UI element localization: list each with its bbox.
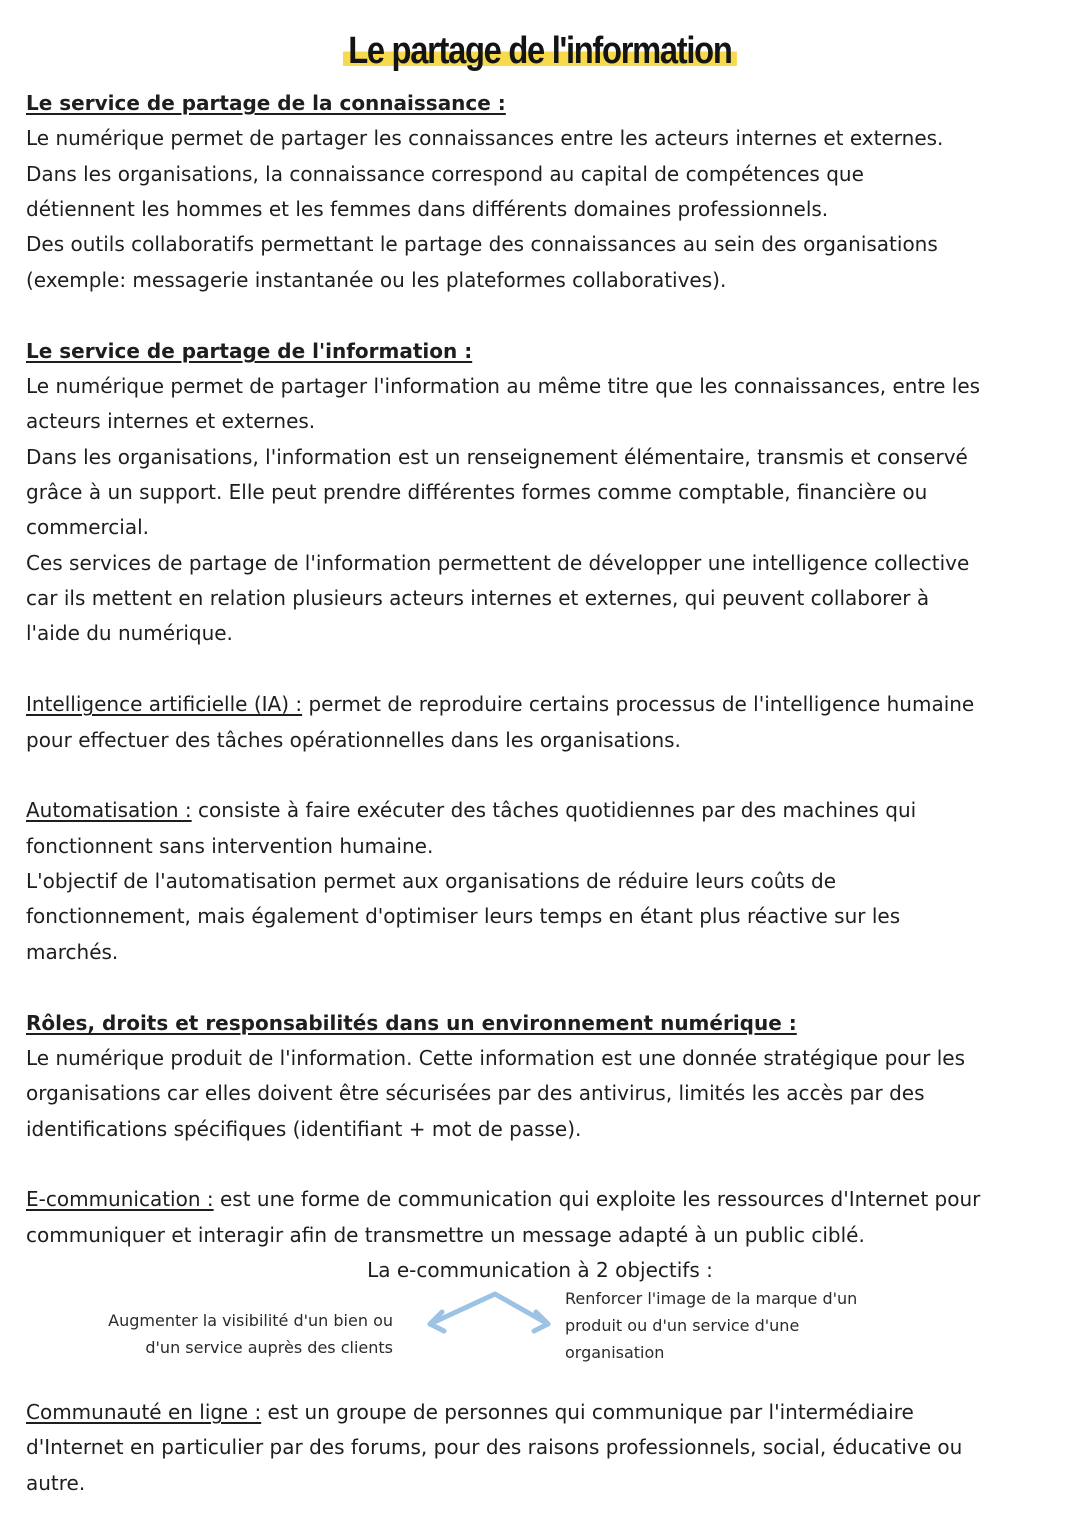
ecommunication-definition-line (26, 1185, 980, 1213)
paragraph-line: Dans les organisations, la connaissance correspond au capital de compétences que (26, 162, 864, 186)
paragraph-line: organisations car elles doivent être sécurisées par des antivirus, limités les accès par des (26, 1081, 925, 1105)
objective-left-line: d'un service auprès des clients (145, 1338, 393, 1357)
section-heading-roles: Rôles, droits et responsabilités dans un environnement numérique : (26, 1011, 797, 1035)
ecommunication-term: E-communication : (26, 1187, 214, 1211)
ia-text: permet de reproduire certains processus de l'intelligence humaine (302, 692, 975, 716)
double-arrow-icon (420, 1284, 560, 1334)
objective-right-line: organisation (565, 1343, 665, 1362)
paragraph-line: identifications spécifiques (identifiant + mot de passe). (26, 1117, 582, 1141)
ia-definition-line (26, 690, 974, 718)
objective-right (565, 1285, 925, 1366)
paragraph-line: Le numérique permet de partager les connaissances entre les acteurs internes et externes. (26, 126, 944, 150)
ecommunication-text: est une forme de communication qui exploite les ressources d'Internet pour (213, 1187, 981, 1211)
automatisation-term: Automatisation : (26, 798, 192, 822)
paragraph-line: Le numérique permet de partager l'information au même titre que les connaissances, entre les (26, 374, 981, 398)
paragraph-line: fonctionnent sans intervention humaine. (26, 834, 434, 858)
page-title-wrap (0, 30, 1080, 73)
paragraph-line: l'aide du numérique. (26, 621, 233, 645)
paragraph-line: Dans les organisations, l'information est un renseignement élémentaire, transmis et conservé (26, 445, 968, 469)
section-heading-information: Le service de partage de l'information : (26, 339, 473, 363)
communaute-term: Communauté en ligne : (26, 1400, 262, 1424)
paragraph-line: car ils mettent en relation plusieurs acteurs internes et externes, qui peuvent collaborer à (26, 586, 930, 610)
page-title: Le partage de l'information (343, 30, 737, 73)
arrow-path (430, 1294, 548, 1324)
paragraph-line: Des outils collaboratifs permettant le partage des connaissances au sein des organisations (26, 232, 938, 256)
paragraph-line: L'objectif de l'automatisation permet aux organisations de réduire leurs coûts de (26, 869, 837, 893)
automatisation-definition-line (26, 796, 916, 824)
objective-left (60, 1307, 393, 1361)
paragraph-line: Ces services de partage de l'information permettent de développer une intelligence collective (26, 551, 970, 575)
paragraph-line: commercial. (26, 515, 150, 539)
paragraph-line: communiquer et interagir afin de transmettre un message adapté à un public ciblé. (26, 1223, 865, 1247)
objectives-title: La e-communication à 2 objectifs : (367, 1258, 713, 1282)
objective-right-line: produit ou d'un service d'une (565, 1316, 800, 1335)
paragraph-line: grâce à un support. Elle peut prendre différentes formes comme comptable, financière ou (26, 480, 928, 504)
paragraph-line: fonctionnement, mais également d'optimiser leurs temps en étant plus réactive sur les (26, 904, 901, 928)
paragraph-line: détiennent les hommes et les femmes dans différents domaines professionnels. (26, 197, 829, 221)
paragraph-line: autre. (26, 1471, 86, 1495)
paragraph-line: pour effectuer des tâches opérationnelles dans les organisations. (26, 728, 681, 752)
paragraph-line: marchés. (26, 940, 119, 964)
objective-right-line: Renforcer l'image de la marque d'un (565, 1289, 858, 1308)
communaute-text: est un groupe de personnes qui communique par l'intermédiaire (261, 1400, 914, 1424)
communaute-definition-line (26, 1398, 914, 1426)
ia-term: Intelligence artificielle (IA) : (26, 692, 303, 716)
paragraph-line: acteurs internes et externes. (26, 409, 316, 433)
objective-left-line: Augmenter la visibilité d'un bien ou (108, 1311, 393, 1330)
paragraph-line: (exemple: messagerie instantanée ou les plateformes collaboratives). (26, 268, 727, 292)
section-heading-connaissance: Le service de partage de la connaissance : (26, 91, 506, 115)
paragraph-line: Le numérique produit de l'information. Cette information est une donnée stratégique pour les (26, 1046, 966, 1070)
paragraph-line: d'Internet en particulier par des forums, pour des raisons professionnels, social, éducative ou (26, 1435, 963, 1459)
automatisation-text: consiste à faire exécuter des tâches quotidiennes par des machines qui (191, 798, 917, 822)
